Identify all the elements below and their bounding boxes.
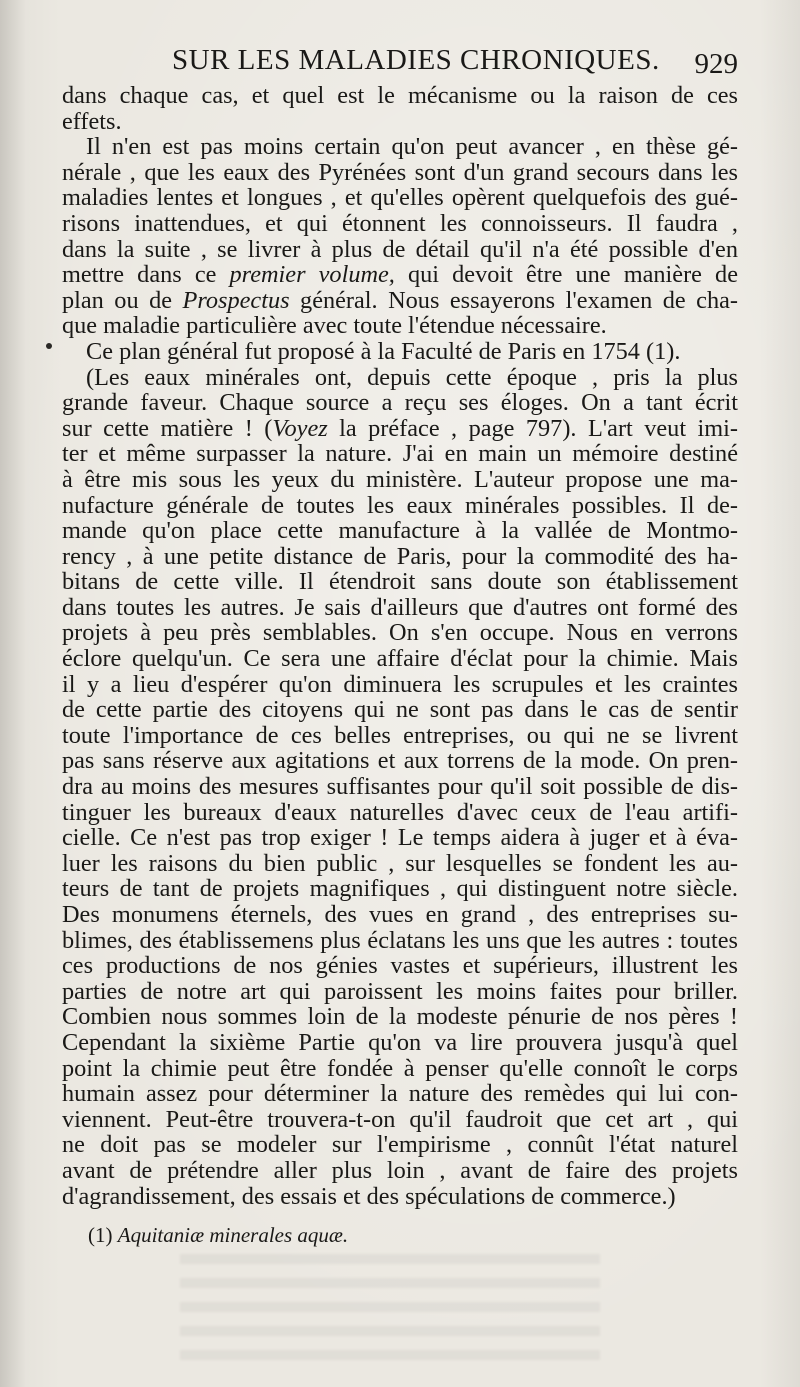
text-run: la préface , page 797). L'art veut imi- [327,414,739,442]
text-run: sur cette matière ! ( [62,414,273,442]
text-run: mettre dans ce [62,261,230,289]
text-line: à être mis sous les yeux du ministère. L'auteur propose une ma- [62,465,738,493]
text-line: tinguer les bureaux d'eaux naturelles d'avec ceux de l'eau artifi- [62,798,738,826]
text-line: viennent. Peut-être trouvera-t-on qu'il faudroit que cet art , qui [62,1105,738,1133]
text-line: teurs de tant de projets magnifiques , qui distinguent notre siècle. [62,875,738,903]
text-line: mande qu'on place cette manufacture à la vallée de Montmo- [62,517,738,545]
text-line: nufacture générale de toutes les eaux minérales possibles. Il de- [62,491,738,519]
text-line: cielle. Ce n'est pas trop exiger ! Le temps aidera à juger et à éva- [62,824,738,852]
text-line: humain assez pour déterminer la nature des remèdes qui lui con- [62,1080,738,1108]
text-line: il y a lieu d'espérer qu'on diminuera les scrupules et les craintes [62,670,738,698]
text-run: qui devoit être une manière de [394,261,738,289]
text-line: dans chaque cas, et quel est le mécanisme ou la raison de ces [62,82,738,109]
footnote-marker: (1) [88,1223,113,1247]
text-line: dans toutes les autres. Je sais d'ailleurs que d'autres ont formé des [62,593,738,621]
text-line: bitans de cette ville. Il étendroit sans doute son établissement [62,568,738,596]
text-line: nérale , que les eaux des Pyrénées sont d'un grand secours dans les [62,158,738,186]
text-line: (Les eaux minérales ont, depuis cette époque , pris la plus [86,363,738,391]
text-line [62,288,738,314]
italic-run: premier volume, [229,261,395,289]
margin-mark [46,343,52,349]
text-line: grande faveur. Chaque source a reçu ses éloges. On a tant écrit [62,389,738,417]
page-header [60,42,738,82]
text-line: point la chimie peut être fondée à penser qu'elle connoît le corps [62,1054,738,1082]
text-line: dra au moins des mesures suffisantes pour qu'il soit possible de dis- [62,773,738,801]
text-line: de cette partie des citoyens qui ne sont pas dans le cas de sentir [62,696,738,724]
text-line: toute l'importance de ces belles entreprises, ou qui ne se livrent [62,721,738,749]
text-line: rency , à une petite distance de Paris, pour la commodité des ha- [62,542,738,570]
body-text [62,83,738,1209]
text-line: ter et même surpasser la nature. J'ai en main un mémoire destiné [62,440,738,468]
text-line: blimes, des établissemens plus éclatans les uns que les autres : toutes [62,926,738,954]
text-line: risons inattendues, et qui étonnent les connoisseurs. Il faudra , [62,209,738,237]
text-line: Cependant la sixième Partie qu'on va lire prouvera jusqu'à quel [62,1028,738,1056]
text-line: d'agrandissement, des essais et des spéculations de commerce.) [62,1182,676,1210]
footnote [88,1223,348,1248]
text-line: éclore quelqu'un. Ce sera une affaire d'éclat pour la chimie. Mais [62,645,738,673]
text-line: Des monumens éternels, des vues en grand , des entreprises su- [62,901,738,928]
italic-run: Prospectus [182,286,290,314]
text-line: luer les raisons du bien public , sur lesquelles se fondent les au- [62,849,738,877]
text-line: Ce plan général fut proposé à la Faculté de Paris en 1754 (1). [86,337,681,365]
text-run: plan ou de [62,286,183,314]
text-run: général. Nous essayerons l'examen de cha- [289,286,738,314]
text-line: pas sans réserve aux agitations et aux torrens de la mode. On pren- [62,747,738,775]
text-line: que maladie particulière avec toute l'étendue nécessaire. [62,312,607,340]
text-line [62,262,738,288]
text-line: ces productions de nos génies vastes et supérieurs, illustrent les [62,952,738,980]
running-head: SUR LES MALADIES CHRONIQUES. [172,44,660,76]
text-line: avant de prétendre aller plus loin , avant de faire des projets [62,1156,738,1184]
footnote-text: Aquitaniæ minerales aquæ. [117,1223,349,1247]
text-line: dans la suite , se livrer à plus de détail qu'il n'a été possible d'en [62,235,738,263]
text-line: Il n'en est pas moins certain qu'on peut avancer , en thèse gé- [86,133,738,161]
text-line: projets à peu près semblables. On s'en occupe. Nous en verrons [62,619,738,647]
text-line: maladies lentes et longues , et qu'elles opèrent quelquefois des gué- [62,184,738,212]
text-line: Combien nous sommes loin de la modeste pénurie de nos pères ! [62,1003,738,1031]
italic-run: Voyez [272,414,328,442]
text-line [62,416,738,442]
page-number: 929 [694,48,738,80]
text-line: effets. [62,107,122,135]
reverse-side-show-through [180,1250,600,1360]
text-line: ne doit pas se modeler sur l'empirisme , connût l'état naturel [62,1131,738,1159]
text-line: parties de notre art qui paroissent les moins faites pour briller. [62,977,738,1005]
